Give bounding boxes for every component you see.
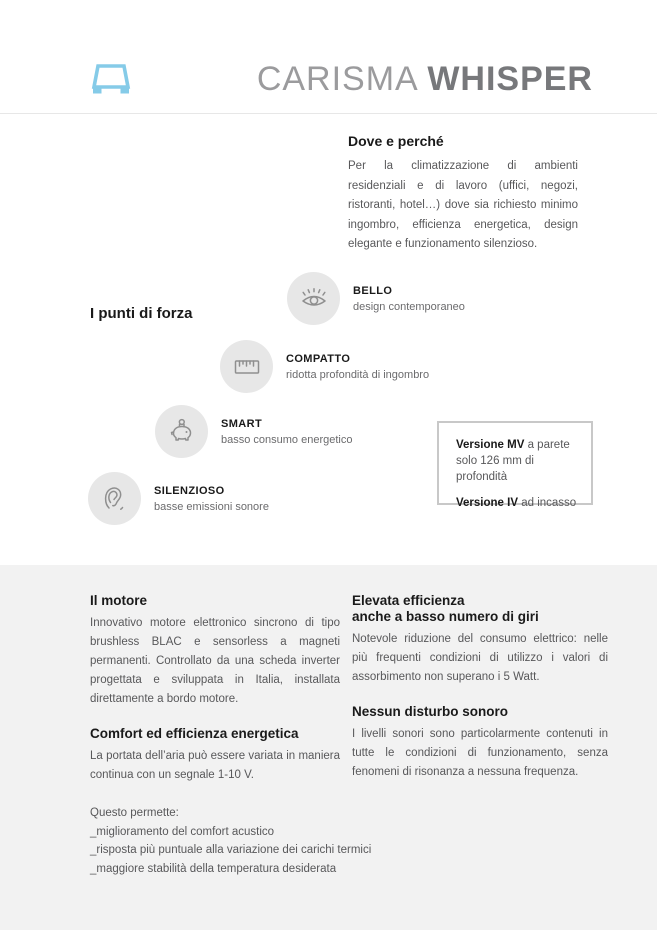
comfort-list-intro: Questo permette: (90, 807, 179, 819)
section-noise-heading: Nessun disturbo sonoro (352, 704, 509, 719)
section-comfort-heading: Comfort ed efficienza energetica (90, 726, 299, 741)
eye-icon (287, 272, 340, 325)
header-divider (0, 113, 657, 114)
intro-body: Per la climatizzazione di ambienti residenziali e di lavoro (uffici, negozi, ristoranti, hotel…) dove sia richiesto minimo ingombro, efficienza energetica, design elegante e funzionamento silenzioso. (348, 160, 578, 250)
strength-item-compatto (220, 340, 429, 393)
strength-description: design contemporaneo (353, 301, 465, 313)
version-iv (456, 495, 581, 511)
section-motor-heading: Il motore (90, 593, 148, 608)
page-title-bold: WHISPER (427, 60, 593, 98)
comfort-benefits-list (90, 804, 372, 878)
section-noise-body: I livelli sonori sono particolarmente contenuti in tutte le condizioni di funzionamento, senza fenomeni di risonanza a nessuna frequenza. (352, 728, 608, 778)
comfort-list-item: _miglioramento del comfort acustico (90, 825, 275, 838)
version-mv-name: Versione MV (456, 439, 525, 451)
version-mv (456, 437, 581, 485)
section-motor (90, 593, 340, 709)
section-efficiency-heading (352, 593, 608, 625)
version-iv-name: Versione IV (456, 497, 519, 509)
version-mv-type: a parete (524, 439, 570, 451)
comfort-list-item: _maggiore stabilità della temperatura desiderata (90, 862, 337, 875)
comfort-list-item: _risposta più puntuale alla variazione dei carichi termici (90, 844, 372, 856)
page-title-light: CARISMA (256, 60, 417, 98)
version-mv-detail: solo 126 mm di profondità (456, 455, 534, 483)
details-column-right (352, 593, 608, 782)
strength-item-bello (287, 272, 465, 325)
fan-coil-icon (91, 64, 131, 101)
ruler-icon (220, 340, 273, 393)
strength-item-smart (155, 405, 352, 458)
page-title (257, 60, 593, 99)
versions-box (437, 421, 593, 509)
strength-label: COMPATTO (286, 353, 351, 365)
strength-item-silenzioso (88, 472, 269, 525)
section-noise (352, 704, 608, 782)
intro-section (348, 133, 578, 255)
piggy-bank-icon (155, 405, 208, 458)
section-efficiency-body: Notevole riduzione del consumo elettrico: nelle più frequenti condizioni di utilizzo i valori di assorbimento non superano i 5 Watt. (352, 633, 608, 683)
strengths-heading: I punti di forza (90, 305, 193, 322)
intro-heading: Dove e perché (348, 133, 444, 149)
strength-description: basse emissioni sonore (154, 501, 269, 513)
section-motor-body: Innovativo motore elettronico sincrono di tipo brushless BLAC e sensorless a magneti permanenti. Controllato da una scheda inverter progettata e sviluppata in Italia, installata direttamente a bordo motore. (90, 617, 340, 705)
strength-description: ridotta profondità di ingombro (286, 369, 430, 381)
strength-label: SILENZIOSO (154, 485, 225, 497)
efficiency-heading-line2: anche a basso numero di giri (352, 609, 539, 624)
details-band (0, 565, 657, 930)
strength-label: BELLO (353, 285, 393, 297)
section-comfort (90, 726, 372, 878)
section-comfort-body: La portata dell’aria può essere variata in maniera continua con un segnale 1-10 V. (90, 750, 340, 781)
section-efficiency (352, 593, 608, 687)
efficiency-heading-line1: Elevata efficienza (352, 593, 465, 608)
ear-icon (88, 472, 141, 525)
details-column-left (90, 593, 372, 878)
strength-label: SMART (221, 418, 263, 430)
strength-description: basso consumo energetico (221, 434, 353, 446)
version-iv-type: ad incasso (518, 497, 577, 509)
